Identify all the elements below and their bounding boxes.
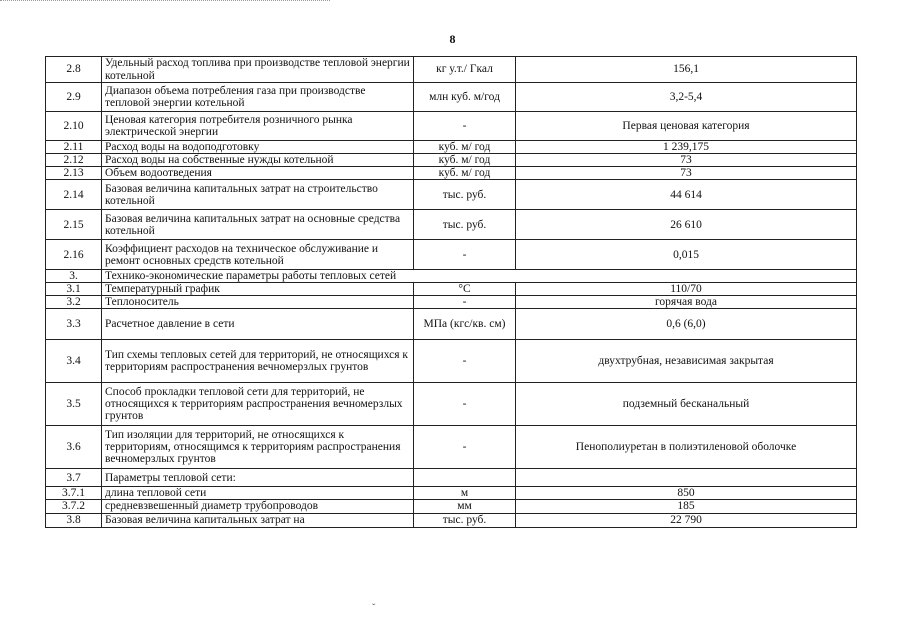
row-number-cell: 2.11 <box>46 141 102 154</box>
unit-cell: кг у.т./ Гкал <box>414 57 516 83</box>
unit-cell: тыс. руб. <box>414 210 516 240</box>
unit-cell: куб. м/ год <box>414 141 516 154</box>
table-row <box>46 340 857 383</box>
value-cell: двухтрубная, независимая закрытая <box>516 340 857 383</box>
value-cell: Первая ценовая категория <box>516 112 857 141</box>
table-row <box>46 210 857 240</box>
top-edge-line <box>0 0 330 1</box>
unit-cell: тыс. руб. <box>414 180 516 210</box>
table-row <box>46 154 857 167</box>
section-title-cell: Технико-экономические параметры работы тепловых сетей <box>102 270 857 283</box>
unit-cell: °С <box>414 283 516 296</box>
row-number-cell: 3.7.1 <box>46 487 102 500</box>
table-row <box>46 57 857 83</box>
parameter-cell: Параметры тепловой сети: <box>102 469 414 487</box>
table-row <box>46 500 857 513</box>
parameter-cell: Температурный график <box>102 283 414 296</box>
table-row <box>46 309 857 340</box>
table-row <box>46 141 857 154</box>
value-cell: подземный бесканальный <box>516 383 857 426</box>
row-number-cell: 3.3 <box>46 309 102 340</box>
table-row <box>46 513 857 527</box>
unit-cell: млн куб. м/год <box>414 83 516 112</box>
value-cell: горячая вода <box>516 296 857 309</box>
row-number-cell: 2.14 <box>46 180 102 210</box>
parameter-cell: Базовая величина капитальных затрат на основные средства котельной <box>102 210 414 240</box>
unit-cell: куб. м/ год <box>414 167 516 180</box>
row-number-cell: 2.12 <box>46 154 102 167</box>
row-number-cell: 3.8 <box>46 513 102 527</box>
value-cell: 73 <box>516 154 857 167</box>
table-row <box>46 83 857 112</box>
unit-cell: - <box>414 426 516 469</box>
page-number: 8 <box>449 32 456 46</box>
value-cell: 850 <box>516 487 857 500</box>
row-number-cell: 3.1 <box>46 283 102 296</box>
unit-cell: - <box>414 112 516 141</box>
value-cell: 3,2-5,4 <box>516 83 857 112</box>
table-row <box>46 469 857 487</box>
parameter-cell: Ценовая категория потребителя розничного рынка электрической энергии <box>102 112 414 141</box>
row-number-cell: 2.15 <box>46 210 102 240</box>
row-number-cell: 3. <box>46 270 102 283</box>
row-number-cell: 2.9 <box>46 83 102 112</box>
parameter-cell: Базовая величина капитальных затрат на строительство котельной <box>102 180 414 210</box>
value-cell: 110/70 <box>516 283 857 296</box>
parameter-cell: Расход воды на собственные нужды котельной <box>102 154 414 167</box>
parameter-cell: Теплоноситель <box>102 296 414 309</box>
table-row <box>46 167 857 180</box>
value-cell: 0,015 <box>516 240 857 270</box>
parameter-cell: Тип изоляции для территорий, не относящихся к территориям, относящимся к территориям распространения вечномерзлых грунтов <box>102 426 414 469</box>
table-row <box>46 487 857 500</box>
unit-cell: - <box>414 340 516 383</box>
unit-cell <box>414 469 516 487</box>
row-number-cell: 2.13 <box>46 167 102 180</box>
table-row <box>46 296 857 309</box>
parameters-table <box>45 56 857 528</box>
value-cell: Пенополиуретан в полиэтиленовой оболочке <box>516 426 857 469</box>
unit-cell: МПа (кгс/кв. см) <box>414 309 516 340</box>
table-row <box>46 180 857 210</box>
parameter-cell: Расход воды на водоподготовку <box>102 141 414 154</box>
unit-cell: куб. м/ год <box>414 154 516 167</box>
parameter-cell: Объем водоотведения <box>102 167 414 180</box>
stray-mark: ˇ <box>372 603 376 614</box>
value-cell <box>516 469 857 487</box>
table-row <box>46 426 857 469</box>
row-number-cell: 3.6 <box>46 426 102 469</box>
section-row <box>46 270 857 283</box>
parameter-cell: средневзвешенный диаметр трубопроводов <box>102 500 414 513</box>
value-cell: 185 <box>516 500 857 513</box>
parameter-cell: Коэффициент расходов на техническое обслуживание и ремонт основных средств котельной <box>102 240 414 270</box>
parameter-cell: Базовая величина капитальных затрат на <box>102 513 414 527</box>
unit-cell: м <box>414 487 516 500</box>
unit-cell: - <box>414 383 516 426</box>
value-cell: 73 <box>516 167 857 180</box>
row-number-cell: 2.10 <box>46 112 102 141</box>
row-number-cell: 3.5 <box>46 383 102 426</box>
value-cell: 1 239,175 <box>516 141 857 154</box>
unit-cell: тыс. руб. <box>414 513 516 527</box>
row-number-cell: 3.7 <box>46 469 102 487</box>
parameter-cell: Расчетное давление в сети <box>102 309 414 340</box>
row-number-cell: 2.16 <box>46 240 102 270</box>
value-cell: 156,1 <box>516 57 857 83</box>
table-row <box>46 112 857 141</box>
value-cell: 26 610 <box>516 210 857 240</box>
unit-cell: - <box>414 296 516 309</box>
parameter-cell: Способ прокладки тепловой сети для территорий, не относящихся к территориям распространения вечномерзлых грунтов <box>102 383 414 426</box>
row-number-cell: 3.2 <box>46 296 102 309</box>
table-row <box>46 283 857 296</box>
row-number-cell: 3.4 <box>46 340 102 383</box>
unit-cell: мм <box>414 500 516 513</box>
table-row <box>46 383 857 426</box>
unit-cell: - <box>414 240 516 270</box>
row-number-cell: 3.7.2 <box>46 500 102 513</box>
parameter-cell: Тип схемы тепловых сетей для территорий, не относящихся к территориям распространения вечномерзлых грунтов <box>102 340 414 383</box>
parameter-cell: длина тепловой сети <box>102 487 414 500</box>
table-row <box>46 240 857 270</box>
row-number-cell: 2.8 <box>46 57 102 83</box>
value-cell: 22 790 <box>516 513 857 527</box>
value-cell: 44 614 <box>516 180 857 210</box>
parameter-cell: Диапазон объема потребления газа при производстве тепловой энергии котельной <box>102 83 414 112</box>
value-cell: 0,6 (6,0) <box>516 309 857 340</box>
parameter-cell: Удельный расход топлива при производстве тепловой энергии котельной <box>102 57 414 83</box>
